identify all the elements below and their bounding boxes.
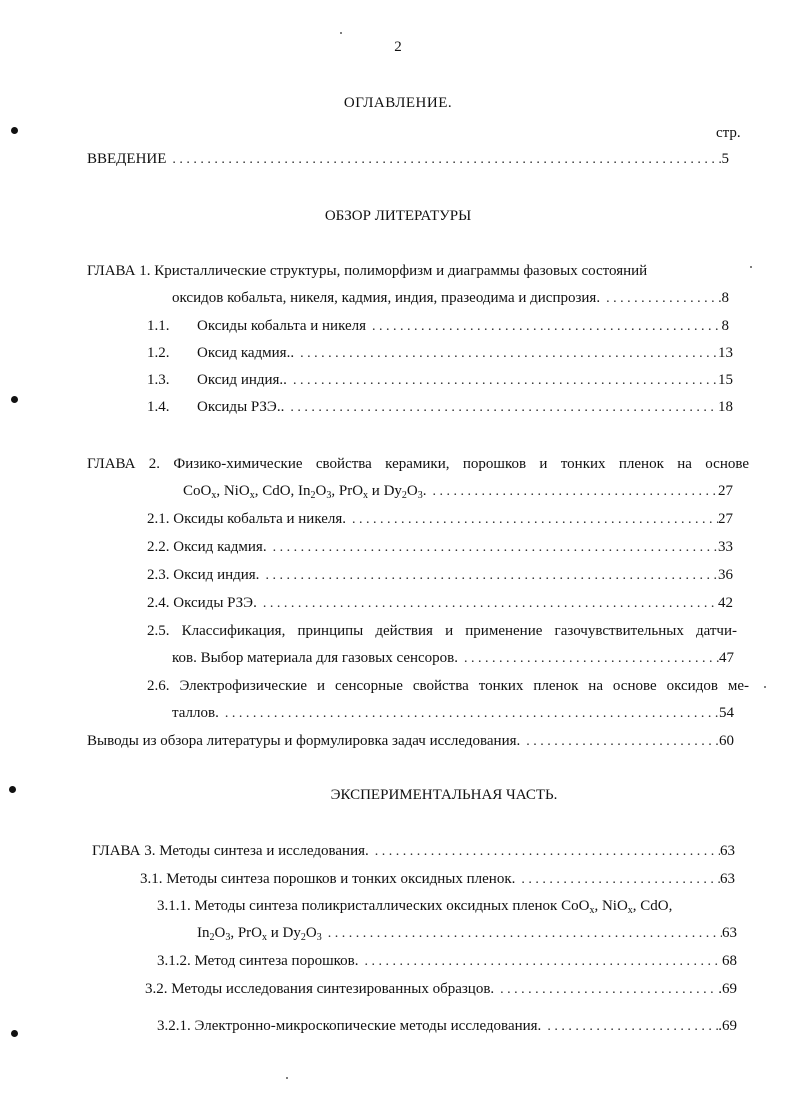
binding-hole-mark [9, 786, 16, 793]
toc-entry-2-1: 2.1. Оксиды кобальта и никеля. . . . 27 [147, 510, 733, 529]
leader-dots [257, 596, 718, 613]
toc-entry-1-1: 1.1. Оксиды кобальта и никеля . . . 8 [147, 317, 729, 336]
scan-speck [764, 686, 766, 688]
section-heading-experimental: ЭКСПЕРИМЕНТАЛЬНАЯ ЧАСТЬ. [330, 787, 558, 803]
leader-dots [166, 152, 721, 169]
toc-entry-3-2: 3.2. Методы исследования синтезированных образцов. . . . .69 [145, 980, 737, 999]
toc-entry-2-5: 2.5. Классификация, принципы действия и применение газочувствительных датчи- [147, 623, 737, 639]
toc-entry-chapter3: ГЛАВА 3. Методы синтеза и исследования. . . . 63 [92, 842, 735, 861]
leader-dots [284, 400, 718, 417]
page-column-label: стр. [716, 125, 741, 141]
scan-speck [340, 32, 342, 34]
toc-entry-2-5-cont: ков. Выбор материала для газовых сенсоров. . . . 47 [172, 649, 734, 668]
toc-entry-3-1: 3.1. Методы синтеза порошков и тонких оксидных пленок. . . . 63 [140, 870, 735, 889]
toc-entry-1-3: 1.3. Оксид индия.. . . . 15 [147, 371, 733, 390]
toc-entry-2-6: 2.6. Электрофизические и сенсорные свойства тонких пленок на основе оксидов ме- [147, 678, 749, 694]
section-heading-literature: ОБЗОР ЛИТЕРАТУРЫ [324, 208, 472, 224]
leader-dots [287, 373, 718, 390]
oxide-formula-list: CoO$_x$, NiO$_x$, CdO, $In_2O_3$, PrO$_x$ и $Dy_2O_3$. [183, 483, 427, 501]
scan-speck [750, 266, 752, 268]
toc-entry-conclusions: Выводы из обзора литературы и формулировка задач исследования. . . . 60 [87, 732, 734, 751]
leader-dots [515, 872, 720, 889]
leader-dots [346, 512, 718, 529]
toc-entry-3-2-1: 3.2.1. Электронно-микроскопические методы исследования. . . . .69 [157, 1017, 737, 1036]
chapter1-heading-cont: оксидов кобальта, никеля, кадмия, индия, празеодима и диспрозия. . . . 8 [172, 289, 729, 308]
binding-hole-mark [11, 396, 18, 403]
leader-dots [458, 651, 719, 668]
leader-dots [259, 568, 718, 585]
toc-entry-2-3: 2.3. Оксид индия. . . . 36 [147, 566, 733, 585]
leader-dots [520, 734, 719, 751]
oxide-formula-list: $In_2O_3$, PrO$_x$ и $Dy_2O_3$ [197, 925, 322, 943]
leader-dots [322, 926, 722, 943]
toc-entry-intro [87, 150, 729, 169]
leader-dots [494, 982, 718, 999]
toc-entry-3-1-2: 3.1.2. Метод синтеза порошков. . . . 68 [157, 952, 737, 971]
leader-dots [600, 291, 721, 308]
toc-entry-3-1-1: 3.1.1. Методы синтеза поликристаллических оксидных пленок CoO$_x$, NiO$_x$, CdO, [157, 898, 673, 916]
toc-entry-2-4: 2.4. Оксиды РЗЭ. . . . 42 [147, 594, 733, 613]
leader-dots [219, 706, 719, 723]
toc-entry-3-1-1-cont: $In_2O_3$, PrO$_x$ и $Dy_2O_3$ . . . 63 [197, 924, 737, 943]
binding-hole-mark [11, 127, 18, 134]
leader-dots [358, 954, 722, 971]
toc-entry-1-2: 1.2. Оксид кадмия.. . . . 13 [147, 344, 733, 363]
chapter2-heading: ГЛАВА 2. Физико-химические свойства керамики, порошков и тонких пленок на основе [87, 456, 749, 472]
entry-page: 5 [721, 151, 729, 167]
toc-entry-2-2: 2.2. Оксид кадмия. . . . 33 [147, 538, 733, 557]
chapter1-heading: ГЛАВА 1. Кристаллические структуры, полиморфизм и диаграммы фазовых состояний [87, 263, 648, 279]
binding-hole-mark [11, 1030, 18, 1037]
toc-title: ОГЛАВЛЕНИЕ. [343, 95, 453, 111]
leader-dots [366, 319, 721, 336]
entry-title: ВВЕДЕНИЕ [87, 151, 167, 167]
toc-entry-1-4: 1.4. Оксиды РЗЭ.. . . . 18 [147, 398, 733, 417]
leader-dots [294, 346, 718, 363]
toc-entry-2-6-cont: таллов. . . . 54 [172, 704, 734, 723]
chapter2-heading-cont: CoO$_x$, NiO$_x$, CdO, $In_2O_3$, PrO$_x$ и $Dy_2O_3$. . . . 27 [183, 482, 733, 501]
entry-page: 8 [721, 290, 729, 306]
leader-dots [267, 540, 718, 557]
scan-speck [286, 1077, 288, 1079]
leader-dots [427, 484, 718, 501]
page-number: 2 [394, 39, 402, 55]
leader-dots [369, 844, 720, 861]
leader-dots [541, 1019, 718, 1036]
